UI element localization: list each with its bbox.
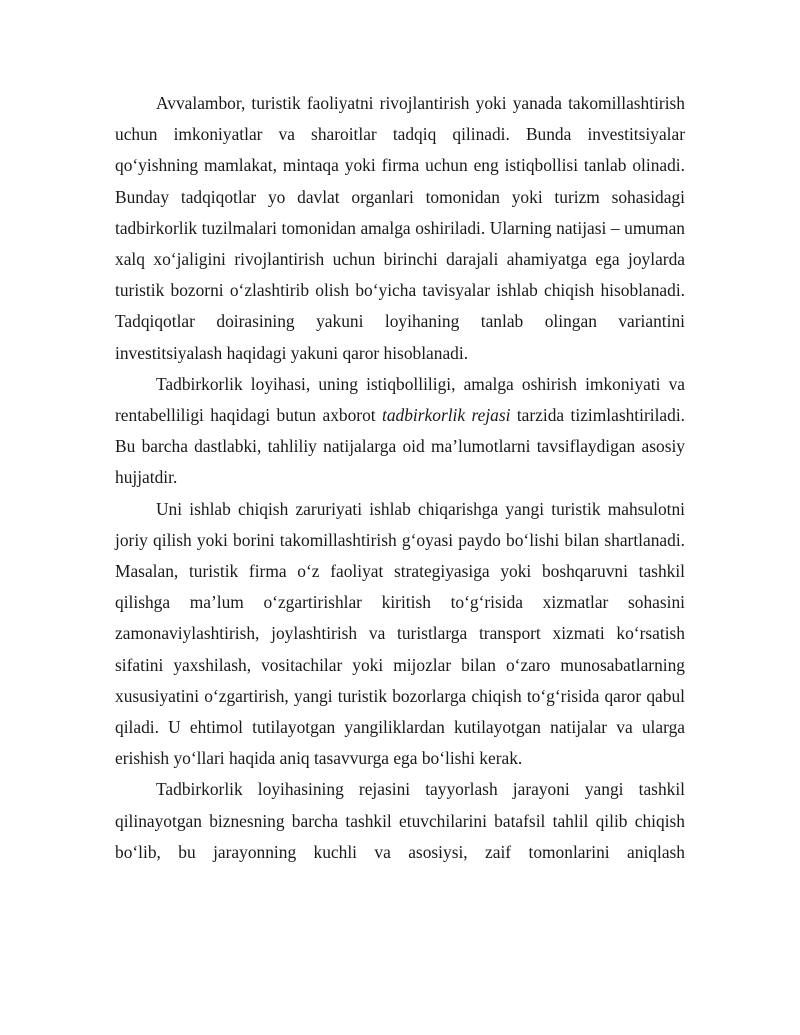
emphasis-term: tadbirkorlik rejasi [382, 405, 511, 426]
paragraph-4: Tadbirkorlik loyihasining rejasini tayyorlash jarayoni yangi tashkil qilinayotgan biznesning barcha tashkil etuvchilarini batafsil tahlil qilib chiqish bo‘lib, bu jarayonning kuchli va asosiysi, zaif tomonlarini aniqlash [115, 779, 685, 862]
paragraph-2-text-before: Tadbirkorlik loyihasi, uning istiqbolliligi, amalga oshirish imkoniyati va rentabelliligi haqidagi butun axborot [115, 373, 685, 426]
document-page [115, 88, 685, 868]
paragraph-2 [115, 369, 685, 494]
paragraph-1: Avvalambor, turistik faoliyatni rivojlantirish yoki yanada takomillashtirish uchun imkoniyatlar va sharoitlar tadqiq qilinadi. Bunda investitsiyalar qo‘yishning mamlakat, mintaqa yoki firma uchun eng istiqbollisi tanlab olinadi. Bunday tadqiqotlar yo davlat organlari tomonidan yoki turizm sohasidagi tadbirkorlik tuzilmalari tomonidan amalga oshiriladi. Ularning natijasi – umuman xalq xo‘jaligini rivojlantirish uchun birinchi darajali ahamiyatga ega joylarda turistik bozorni o‘zlashtirib olish bo‘yicha tavisyalar ishlab chiqish hisoblanadi. Tadqiqotlar doirasining yakuni loyihaning tanlab olingan variantini investitsiyalash haqidagi yakuni qaror hisoblanadi. [115, 93, 685, 363]
paragraph-2-text-after: tarzida tizimlashtiriladi. Bu barcha dastlabki, tahliliy natijalarga oid ma’lumotlarni tavsiflaydigan asosiy hujjatdir. [115, 405, 685, 488]
paragraph-3: Uni ishlab chiqish zaruriyati ishlab chiqarishga yangi turistik mahsulotni joriy qilish yoki borini takomillashtirish g‘oyasi paydo bo‘lishi bilan shartlanadi. Masalan, turistik firma o‘z faoliyat strategiyasiga yoki boshqaruvni tashkil qilishga ma’lum o‘zgartirishlar kiritish to‘g‘risida xizmatlar sohasini zamonaviylashtirish, joylashtirish va turistlarga transport xizmati ko‘rsatish sifatini yaxshilash, vositachilar yoki mijozlar bilan o‘zaro munosabatlarning xususiyatini o‘zgartirish, yangi turistik bozorlarga chiqish to‘g‘risida qaror qabul qiladi. U ehtimol tutilayotgan yangiliklardan kutilayotgan natijalar va ularga erishish yo‘llari haqida aniq tasavvurga ega bo‘lishi kerak. [115, 498, 685, 769]
